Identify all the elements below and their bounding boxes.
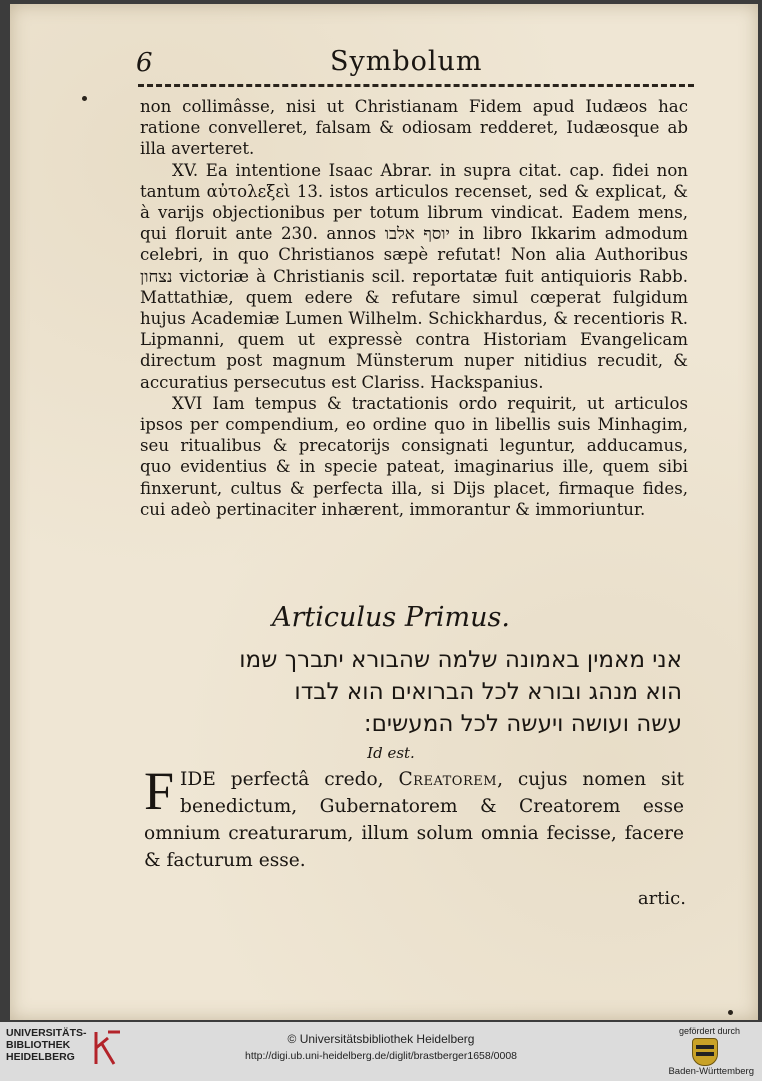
translation-rest: , cujus nomen sit benedictum, Gubernatorem & Creatorem esse omnium creaturarum, illum solum omnia fecisse, facere & facturum esse. xyxy=(144,769,684,871)
latin-translation xyxy=(144,761,684,874)
header-rule xyxy=(138,84,694,87)
body-text xyxy=(140,96,688,520)
article-title: Articulus Primus. xyxy=(271,602,510,633)
translation-creatorem: Creatorem xyxy=(398,769,498,790)
paragraph-continuation: non collimâsse, nisi ut Christianam Fidem apud Iudæos hac ratione convelleret, falsam & odiosam redderet, Iudæosque ab illa averteret. xyxy=(140,97,688,159)
margin-dot xyxy=(82,96,87,101)
drop-cap: F xyxy=(144,761,175,821)
copyright-text: © Universitätsbibliothek Heidelberg xyxy=(287,1032,475,1046)
id-est-label: Id est. xyxy=(367,744,415,762)
library-name: UNIVERSITÄTS- BIBLIOTHEK HEIDELBERG xyxy=(6,1027,87,1063)
state-crest-icon xyxy=(692,1038,718,1066)
hebrew-text xyxy=(142,644,682,740)
book-page xyxy=(10,4,758,1020)
translation-start: IDE perfectâ credo, xyxy=(180,769,399,790)
footer-bar xyxy=(0,1022,762,1081)
page-number: 6 xyxy=(136,48,153,78)
funded-by-label: gefördert durch xyxy=(678,1026,740,1036)
hebrew-line: הוא מנהג ובורא לכל הברואים הוא לבדו xyxy=(294,679,682,705)
hebrew-line: אני מאמין באמונה שלמה שהבורא יתברך שמו xyxy=(239,647,682,673)
paragraph-xvi: XVI Iam tempus & tractationis ordo requirit, ut articulos ipsos per compendium, eo ordine quo in libellis suis Minhagim, seu ritualibus & precatorijs consignati leguntur, adducamus, quo evidentius & in specie pateat, imaginarius ille, quem sibi finxerunt, cultus & perfecta illa, si Dijs placet, firmaque fides, cui adeò pertinaciter inhærent, immorantur & immoriuntur. xyxy=(140,393,688,519)
permalink-url[interactable]: http://digi.ub.uni-heidelberg.de/diglit/brastberger1658/0008 xyxy=(244,1050,518,1062)
hebrew-line: עשה ועושה ויעשה לכל המעשים: xyxy=(363,711,682,737)
running-title: Symbolum xyxy=(330,46,483,77)
margin-dot xyxy=(728,1010,733,1015)
state-name: Baden-Württemberg xyxy=(668,1066,754,1077)
catchword: artic. xyxy=(637,888,686,909)
paragraph-xv: XV. Ea intentione Isaac Abrar. in supra citat. cap. fidei non tantum αὐτολεξεὶ 13. istos articulos recenset, sed & explicat, & à varijs objectionibus per totum librum vindicat. Eadem mens, qui floruit ante 230. annos יוסף אלבו in libro Ikkarim admodum celebri, in quo Christianos sæpè refutat! Non alia Authoribus נצחון victoriæ à Christianis scil. reportatæ fuit antiquioris Rabb. Mattathiæ, quem edere & refutare simul cœperat fulgidum hujus Academiæ Lumen Wilhelm. Schickhardus, & recentioris R. Lipmanni, quem ut expressè contra Historiam Evangelicam directum post magnum Münsterum nuper nitidius recudit, & accuratius persecutus est Clariss. Hackspanius. xyxy=(140,160,689,392)
